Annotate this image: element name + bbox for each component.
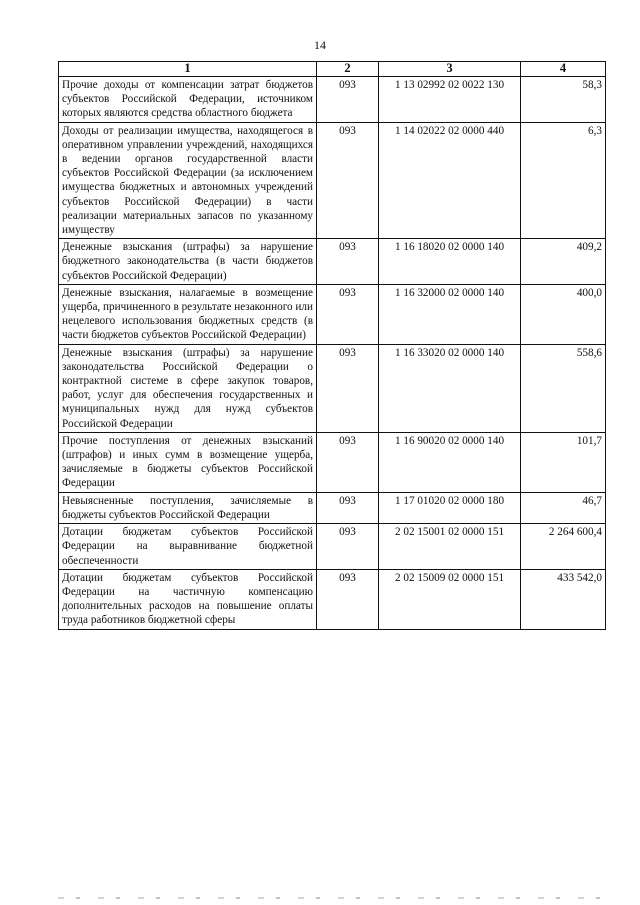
revenue-name-cell: Прочие доходы от компенсации затрат бюджетов субъектов Российской Федерации, источником которых являются средства областного бюджета	[59, 77, 317, 123]
column-header-1: 1	[59, 62, 317, 77]
table-row	[59, 284, 606, 344]
column-header-4: 4	[521, 62, 606, 77]
budget-classification-code-cell: 1 14 02022 02 0000 440	[379, 122, 521, 239]
amount-cell: 433 542,0	[521, 569, 606, 629]
table-row	[59, 344, 606, 432]
amount-cell: 558,6	[521, 344, 606, 432]
budget-revenue-table	[58, 61, 606, 630]
table-row	[59, 239, 606, 285]
revenue-name-cell: Дотации бюджетам субъектов Российской Федерации на выравнивание бюджетной обеспеченности	[59, 524, 317, 570]
budget-classification-code-cell: 2 02 15009 02 0000 151	[379, 569, 521, 629]
amount-cell: 409,2	[521, 239, 606, 285]
administrator-code-cell: 093	[317, 432, 379, 492]
table-body	[59, 77, 606, 630]
administrator-code-cell: 093	[317, 492, 379, 523]
budget-classification-code-cell: 1 17 01020 02 0000 180	[379, 492, 521, 523]
table-header	[59, 62, 606, 77]
table-row	[59, 492, 606, 523]
budget-classification-code-cell: 1 16 18020 02 0000 140	[379, 239, 521, 285]
amount-cell: 101,7	[521, 432, 606, 492]
table-row	[59, 122, 606, 239]
header-row	[59, 62, 606, 77]
administrator-code-cell: 093	[317, 524, 379, 570]
revenue-name-cell: Денежные взыскания (штрафы) за нарушение законодательства Российской Федерации о контрактной системе в сфере закупок товаров, работ, услуг для обеспечения государственных и муниципальных нужд для нужд субъектов Российской Федерации	[59, 344, 317, 432]
revenue-name-cell: Доходы от реализации имущества, находящегося в оперативном управлении учреждений, находящихся в ведении органов государственной власти субъектов Российской Федерации (за исключением имущества бюджетных и автономных учреждений субъектов Российской Федерации) в части реализации материальных запасов по указанному имуществу	[59, 122, 317, 239]
amount-cell: 2 264 600,4	[521, 524, 606, 570]
administrator-code-cell: 093	[317, 284, 379, 344]
revenue-name-cell: Прочие поступления от денежных взысканий (штрафов) и иных сумм в возмещение ущерба, зачисляемые в бюджеты субъектов Российской Федерации	[59, 432, 317, 492]
table-row	[59, 569, 606, 629]
column-header-2: 2	[317, 62, 379, 77]
administrator-code-cell: 093	[317, 239, 379, 285]
administrator-code-cell: 093	[317, 77, 379, 123]
administrator-code-cell: 093	[317, 344, 379, 432]
revenue-name-cell: Денежные взыскания, налагаемые в возмещение ущерба, причиненного в результате незаконного или нецелевого использования бюджетных средств (в части бюджетов субъектов Российской Федерации)	[59, 284, 317, 344]
administrator-code-cell: 093	[317, 569, 379, 629]
administrator-code-cell: 093	[317, 122, 379, 239]
revenue-name-cell: Денежные взыскания (штрафы) за нарушение бюджетного законодательства (в части бюджетов субъектов Российской Федерации)	[59, 239, 317, 285]
amount-cell: 6,3	[521, 122, 606, 239]
budget-classification-code-cell: 2 02 15001 02 0000 151	[379, 524, 521, 570]
scan-artifact-line	[58, 897, 618, 899]
table-row	[59, 77, 606, 123]
amount-cell: 46,7	[521, 492, 606, 523]
budget-classification-code-cell: 1 16 90020 02 0000 140	[379, 432, 521, 492]
table-row	[59, 524, 606, 570]
amount-cell: 58,3	[521, 77, 606, 123]
budget-classification-code-cell: 1 13 02992 02 0022 130	[379, 77, 521, 123]
column-header-3: 3	[379, 62, 521, 77]
revenue-name-cell: Дотации бюджетам субъектов Российской Федерации на частичную компенсацию дополнительных расходов на повышение оплаты труда работников бюджетной сферы	[59, 569, 317, 629]
table-row	[59, 432, 606, 492]
amount-cell: 400,0	[521, 284, 606, 344]
page-number: 14	[314, 38, 326, 52]
revenue-name-cell: Невыясненные поступления, зачисляемые в бюджеты субъектов Российской Федерации	[59, 492, 317, 523]
budget-classification-code-cell: 1 16 33020 02 0000 140	[379, 344, 521, 432]
budget-classification-code-cell: 1 16 32000 02 0000 140	[379, 284, 521, 344]
